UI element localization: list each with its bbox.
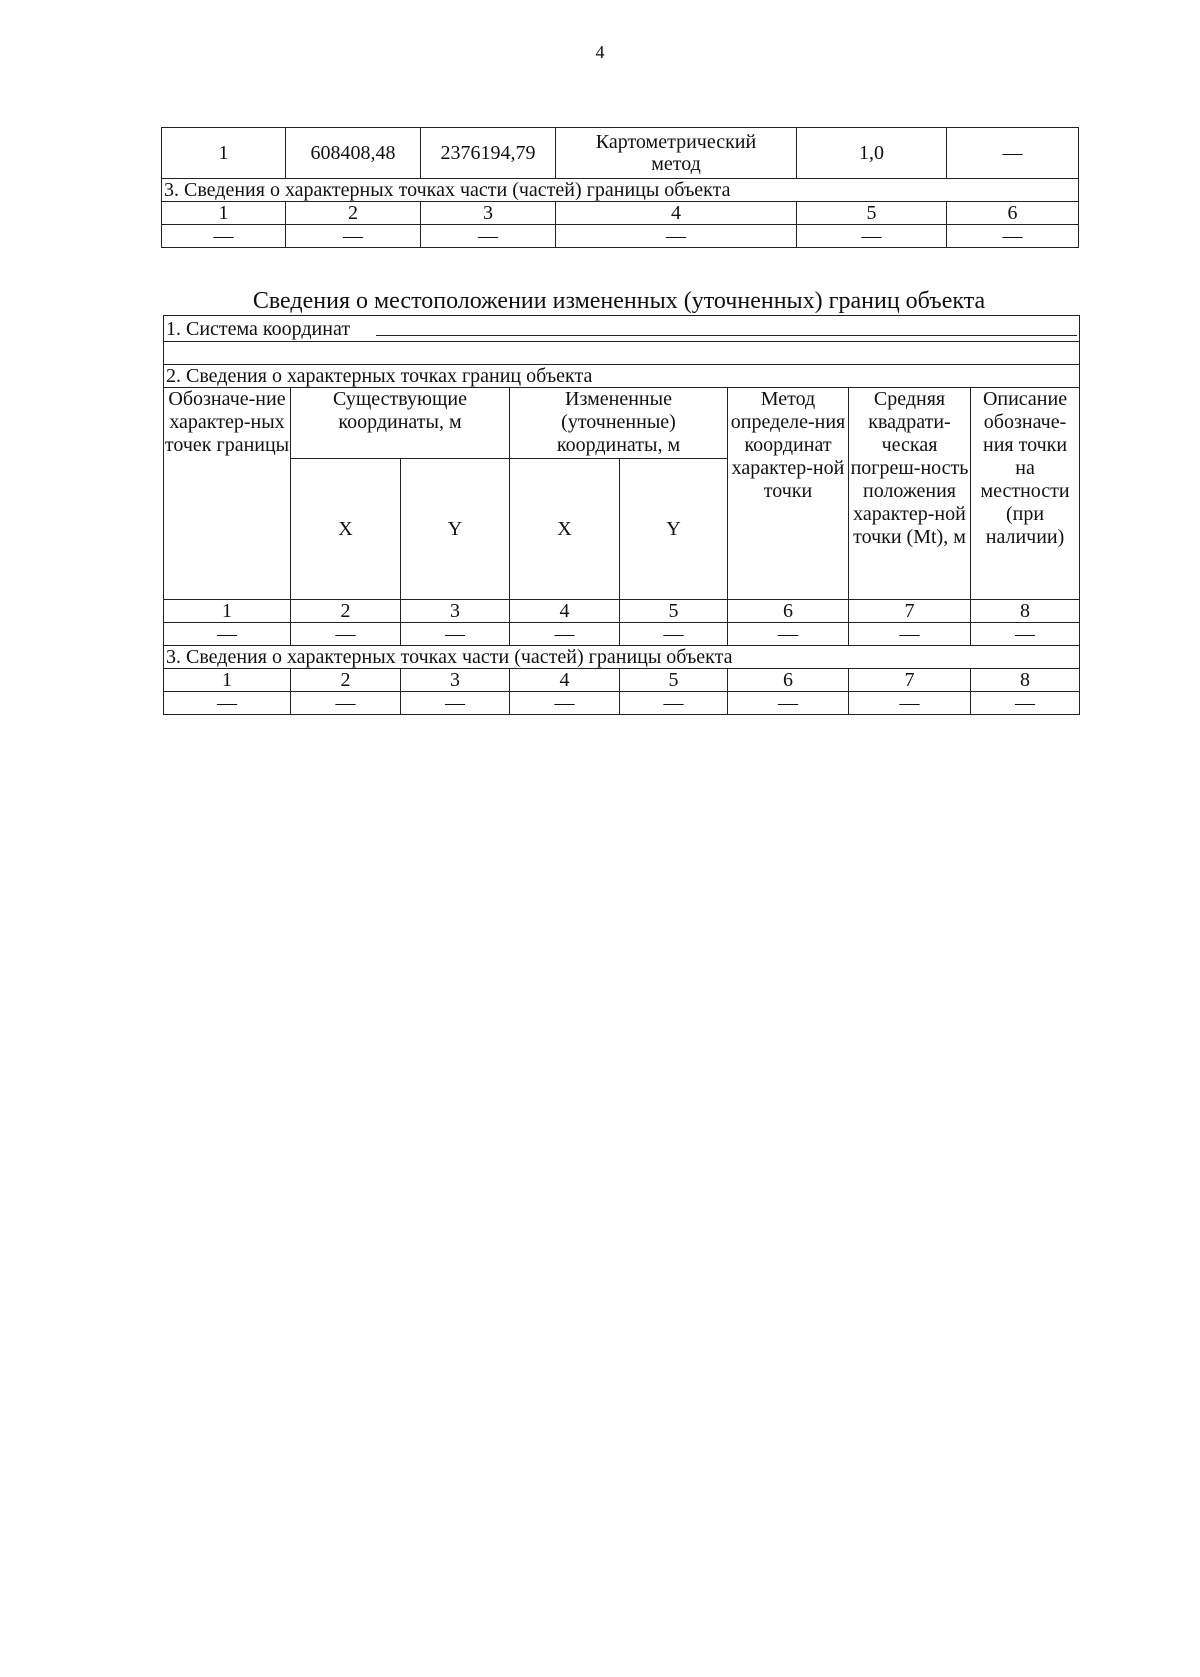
section-row	[164, 646, 1080, 669]
dash-cell: —	[620, 692, 728, 715]
y-coordinate-cell: 2376194,79	[421, 128, 556, 179]
section-row	[162, 179, 1079, 202]
dash-cell: —	[291, 692, 401, 715]
column-number: 8	[971, 669, 1080, 692]
dash-cell: —	[510, 623, 620, 646]
column-number: 6	[728, 669, 849, 692]
changed-boundaries-table	[163, 315, 1080, 715]
column-number: 2	[291, 600, 401, 623]
dash-cell: —	[620, 623, 728, 646]
column-numbers-row	[164, 600, 1080, 623]
column-number: 1	[164, 600, 291, 623]
column-number: 8	[971, 600, 1080, 623]
column-number: 7	[849, 600, 971, 623]
column-number: 5	[620, 669, 728, 692]
column-number: 5	[797, 202, 947, 225]
dash-cell: —	[728, 623, 849, 646]
dash-cell: —	[971, 692, 1080, 715]
dash-cell: —	[162, 225, 286, 248]
section-3-heading: 3. Сведения о характерных точках части (частей) границы объекта	[162, 179, 1079, 202]
column-number: 2	[286, 202, 421, 225]
section-title: Сведения о местоположении измененных (уточненных) границ объекта	[252, 288, 986, 314]
header-existing-x: X	[291, 459, 401, 600]
table-row	[162, 128, 1079, 179]
empty-data-row	[164, 623, 1080, 646]
dash-cell: —	[971, 623, 1080, 646]
column-number: 4	[510, 669, 620, 692]
dash-cell: —	[556, 225, 797, 248]
section-2-heading: 2. Сведения о характерных точках границ объекта	[164, 365, 1080, 388]
description-cell: —	[947, 128, 1079, 179]
coordinate-system-row	[164, 316, 1080, 342]
dash-cell: —	[401, 692, 510, 715]
column-number: 1	[164, 669, 291, 692]
page-number: 4	[595, 42, 605, 62]
header-changed-y: Y	[620, 459, 728, 600]
header-changed-x: X	[510, 459, 620, 600]
header-existing-y: Y	[401, 459, 510, 600]
column-number: 6	[728, 600, 849, 623]
dash-cell: —	[164, 692, 291, 715]
section-row	[164, 365, 1080, 388]
column-number: 3	[421, 202, 556, 225]
blank-row	[164, 342, 1080, 365]
column-number: 4	[556, 202, 797, 225]
dash-cell: —	[164, 623, 291, 646]
column-numbers-row	[164, 669, 1080, 692]
x-coordinate-cell: 608408,48	[286, 128, 421, 179]
header-designation: Обозначе-ние характер-ных точек границы	[164, 388, 291, 600]
dash-cell: —	[947, 225, 1079, 248]
header-method: Метод определе-ния координат характер-ной точки	[728, 388, 849, 600]
header-changed-coordinates: Измененные (уточненные) координаты, м	[510, 388, 728, 459]
header-row-1	[164, 388, 1080, 459]
column-number: 2	[291, 669, 401, 692]
column-number: 5	[620, 600, 728, 623]
dash-cell: —	[291, 623, 401, 646]
dash-cell: —	[849, 623, 971, 646]
dash-cell: —	[728, 692, 849, 715]
dash-cell: —	[849, 692, 971, 715]
accuracy-cell: 1,0	[797, 128, 947, 179]
column-numbers-row	[162, 202, 1079, 225]
empty-data-row	[164, 692, 1080, 715]
column-number: 3	[401, 669, 510, 692]
column-number: 7	[849, 669, 971, 692]
method-cell: Картометрический метод	[556, 128, 797, 179]
column-number: 3	[401, 600, 510, 623]
dash-cell: —	[421, 225, 556, 248]
dash-cell: —	[286, 225, 421, 248]
column-number: 1	[162, 202, 286, 225]
coordinates-table-top	[161, 127, 1079, 248]
header-mean-error: Средняя квадрати-ческая погреш-ность положения характер-ной точки (Mt), м	[849, 388, 971, 600]
dash-cell: —	[510, 692, 620, 715]
empty-data-row	[162, 225, 1079, 248]
section-3-heading: 3. Сведения о характерных точках части (частей) границы объекта	[164, 646, 1080, 669]
dash-cell: —	[401, 623, 510, 646]
dash-cell: —	[797, 225, 947, 248]
header-description: Описание обозначе-ния точки на местности (при наличии)	[971, 388, 1080, 600]
coordinate-system-label: 1. Система координат	[166, 317, 351, 340]
coordinate-system-blank-line	[376, 321, 1077, 336]
header-existing-coordinates: Существующие координаты, м	[291, 388, 510, 459]
column-number: 4	[510, 600, 620, 623]
column-number: 6	[947, 202, 1079, 225]
point-number-cell: 1	[162, 128, 286, 179]
